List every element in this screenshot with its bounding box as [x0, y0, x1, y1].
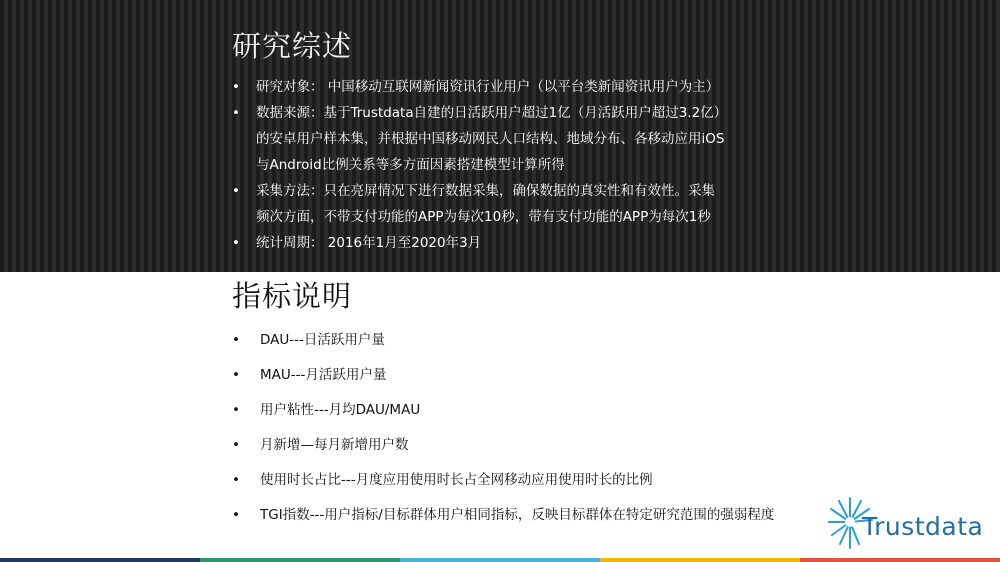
bottom-segment: [400, 558, 600, 562]
indicator-text: 使用时长占比---月度应用使用时长占全网移动应用使用时长的比例: [260, 472, 653, 488]
bullet: •: [232, 472, 240, 488]
bullet: •: [232, 402, 240, 418]
overview-title: 研究综述: [232, 29, 353, 63]
indicator-item: [232, 505, 852, 540]
overview-line: 频次方面，不带支付功能的APP为每次10秒，带有支付功能的APP为每次1秒: [256, 209, 711, 225]
overview-line: 的安卓用户样本集，并根据中国移动网民人口结构、地域分布、各移动应用iOS: [256, 131, 725, 147]
indicator-item: [232, 365, 852, 400]
bottom-segment: [0, 558, 200, 562]
indicator-text: MAU---月活跃用户量: [260, 367, 387, 383]
overview-item-source: [232, 100, 792, 178]
indicators-title: 指标说明: [232, 279, 353, 313]
bullet: •: [232, 79, 240, 95]
overview-line: 采集方法：只在亮屏情况下进行数据采集，确保数据的真实性和有效性。采集: [256, 183, 715, 199]
indicator-item: [232, 400, 852, 435]
indicator-text: TGI指数---用户指标/目标群体用户相同指标，反映目标群体在特定研究范围的强弱程度: [260, 507, 775, 523]
overview-line: 与Android比例关系等多方面因素搭建模型计算所得: [256, 157, 565, 173]
indicator-item: [232, 435, 852, 470]
bullet: •: [232, 332, 240, 348]
indicator-text: DAU---日活跃用户量: [260, 332, 385, 348]
bottom-color-bar: [0, 558, 1000, 562]
logo-text: Trustdata: [862, 512, 984, 541]
bullet: •: [232, 105, 240, 121]
bottom-segment: [200, 558, 400, 562]
overview-item-period: [232, 230, 792, 256]
bottom-segment: [800, 558, 1000, 562]
bullet: •: [232, 183, 240, 199]
indicator-item: [232, 470, 852, 505]
dark-header-panel: [0, 0, 1000, 272]
bottom-segment: [600, 558, 800, 562]
bullet: •: [232, 437, 240, 453]
indicator-item: [232, 330, 852, 365]
bullet: •: [232, 367, 240, 383]
overview-line: 统计周期： 2016年1月至2020年3月: [256, 235, 482, 251]
indicator-text: 月新增—每月新增用户数: [260, 437, 409, 453]
bullet: •: [232, 507, 240, 523]
overview-item-subject: [232, 74, 792, 100]
overview-list: [232, 74, 792, 256]
overview-line: 研究对象： 中国移动互联网新闻资讯行业用户（以平台类新闻资讯用户为主）: [256, 79, 720, 95]
overview-item-method: [232, 178, 792, 230]
overview-line: 数据来源：基于Trustdata自建的日活跃用户超过1亿（月活跃用户超过3.2亿）: [256, 105, 728, 121]
bullet: •: [232, 235, 240, 251]
indicator-text: 用户粘性---月均DAU/MAU: [260, 402, 421, 418]
indicators-list: [232, 330, 852, 540]
